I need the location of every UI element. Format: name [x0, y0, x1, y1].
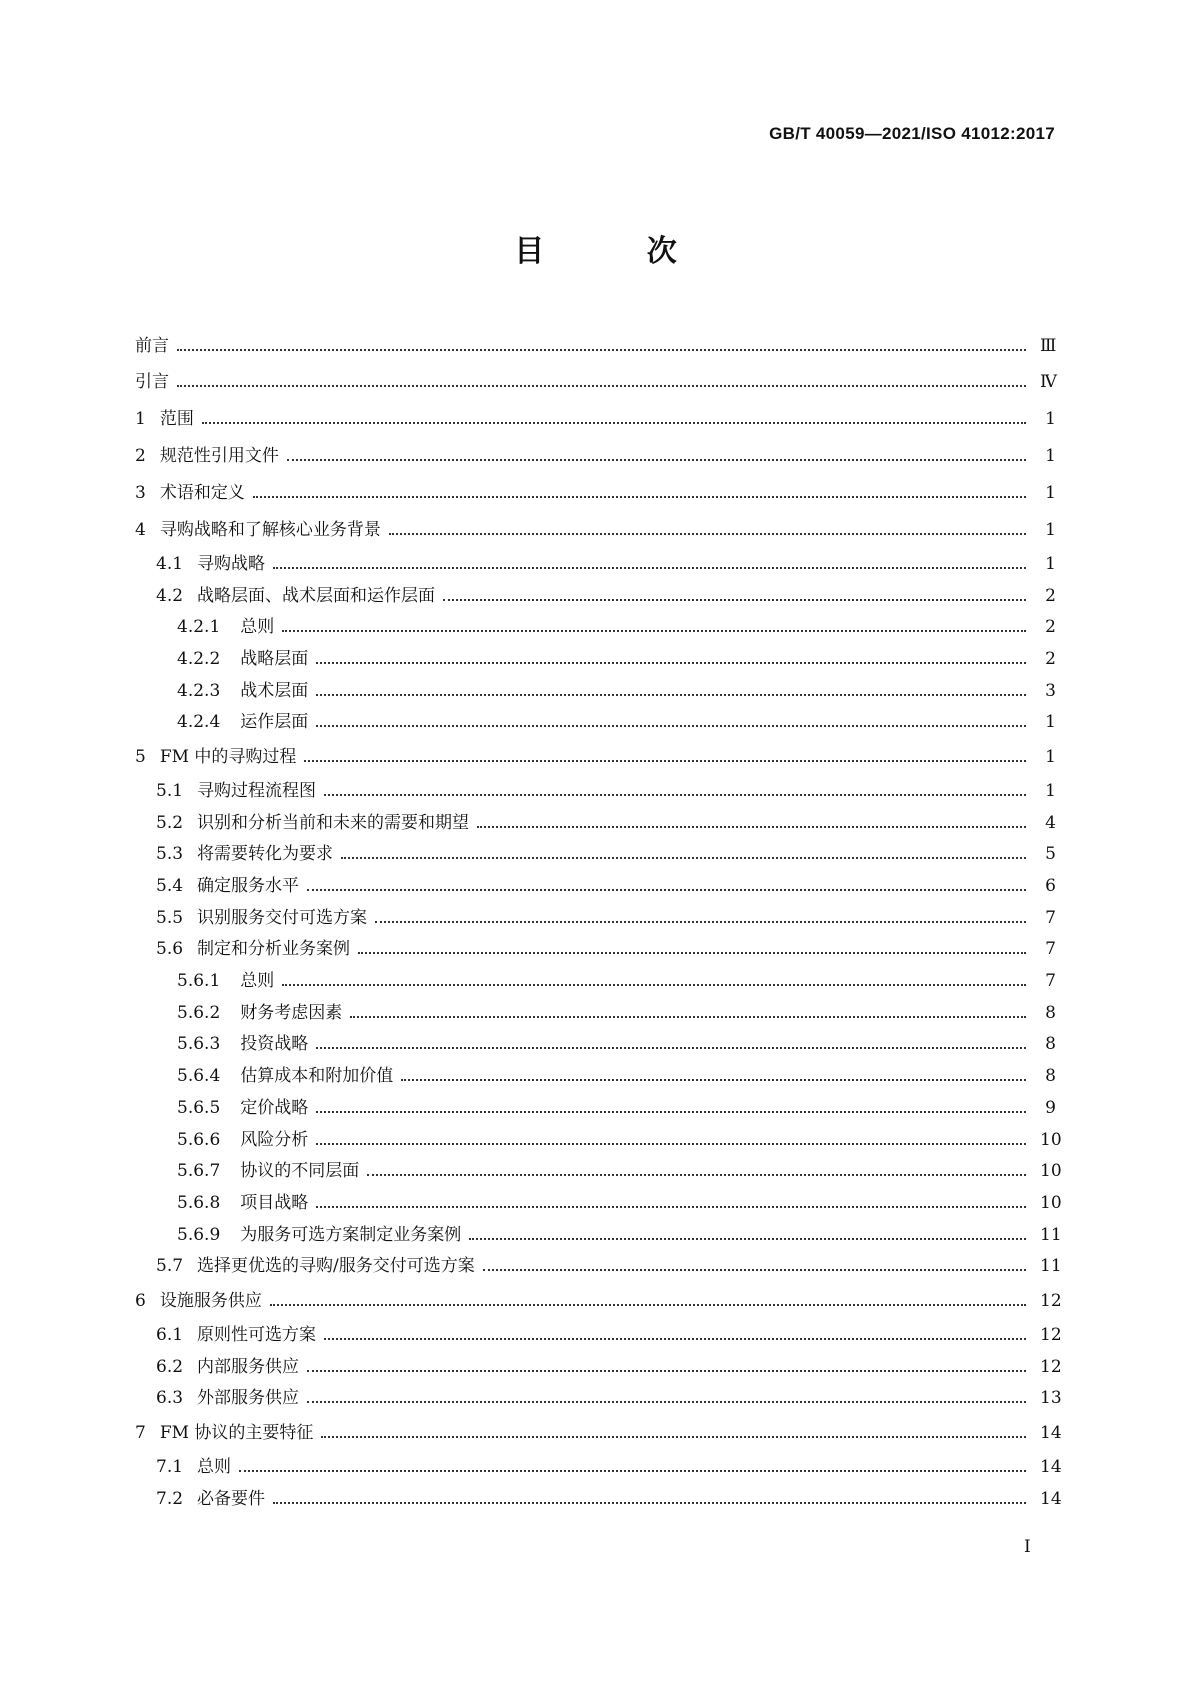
toc-entry-label [135, 446, 287, 466]
toc-entry-title: 定价战略 [240, 1097, 309, 1118]
toc-entry-label [135, 1066, 401, 1086]
toc-entry-number: 5.6.3 [177, 1034, 221, 1055]
toc-entry[interactable] [135, 611, 1056, 643]
toc-entry-title: FM 中的寻购过程 [159, 746, 297, 767]
toc-entry[interactable] [135, 1029, 1056, 1061]
toc-entry-title: 必备要件 [197, 1488, 266, 1509]
toc-entry[interactable] [135, 965, 1056, 997]
toc-entry-label [135, 649, 316, 669]
toc-entry-title: 制定和分析业务案例 [197, 939, 351, 960]
dot-leader [341, 837, 1026, 859]
toc-entry-page: 4 [1045, 812, 1056, 833]
toc-entry-label [135, 1034, 316, 1054]
toc-entry-number: 5.6.1 [177, 971, 221, 992]
toc-entry-number: 5.4 [156, 876, 184, 897]
toc-entry[interactable] [135, 934, 1056, 966]
toc-entry-label [135, 1291, 270, 1311]
toc-entry-page: 9 [1045, 1097, 1056, 1118]
toc-entry-page: 1 [1045, 746, 1056, 767]
toc-entry-page: 7 [1045, 939, 1056, 960]
toc-entry[interactable] [135, 1060, 1056, 1092]
toc-entry[interactable] [135, 1124, 1062, 1156]
dot-leader [477, 806, 1026, 828]
toc-entry-page: 12 [1040, 1356, 1062, 1377]
toc-entry-number: 7.2 [156, 1488, 184, 1509]
toc-entry-number: 6.2 [156, 1356, 184, 1377]
toc-entry-page: 1 [1045, 780, 1056, 801]
toc-entry-title: 范围 [159, 408, 194, 429]
dot-leader [324, 1318, 1026, 1340]
toc-entry-number: 6 [135, 1290, 146, 1311]
toc-entry-label [135, 908, 375, 928]
toc-entry-page: 1 [1045, 712, 1056, 733]
toc-entry-number: 6.3 [156, 1388, 184, 1409]
toc-entry-title: 设施服务供应 [159, 1290, 262, 1311]
toc-entry-page: 7 [1045, 971, 1056, 992]
toc-entry-number: 5.5 [156, 907, 184, 928]
toc-entry-page: 11 [1040, 1256, 1062, 1277]
toc-entry-title: 引言 [135, 371, 169, 392]
toc-entry-number: 5.7 [156, 1256, 184, 1277]
toc-entry-label [135, 1225, 469, 1245]
toc-entry-label [135, 844, 341, 864]
toc-entry-label [135, 372, 177, 392]
dot-leader [316, 1091, 1026, 1113]
dot-leader [316, 1186, 1026, 1208]
toc-entry-page: 2 [1045, 648, 1056, 669]
toc-entry-number: 1 [135, 408, 146, 429]
toc-entry[interactable] [135, 474, 1056, 511]
dot-leader [401, 1059, 1026, 1081]
toc-entry-number: 4.2.4 [177, 712, 221, 733]
dot-leader [321, 1416, 1026, 1438]
dot-leader [273, 1482, 1026, 1504]
dot-leader [177, 329, 1026, 351]
toc-entry[interactable] [135, 548, 1056, 580]
toc-entry-title: 外部服务供应 [197, 1388, 300, 1409]
dot-leader [307, 869, 1026, 891]
toc-entry[interactable] [135, 1187, 1062, 1219]
toc-entry-page: 11 [1040, 1224, 1062, 1245]
toc-entry-number: 5.6.9 [177, 1224, 221, 1245]
toc-entry-title: 识别和分析当前和未来的需要和期望 [197, 812, 470, 833]
toc-entry-title: 识别服务交付可选方案 [197, 907, 368, 928]
dot-leader [307, 1350, 1026, 1372]
toc-entry-number: 5.6.2 [177, 1002, 221, 1023]
toc-entry-label [135, 1325, 324, 1345]
standard-code: GB/T 40059—2021/ISO 41012:2017 [769, 124, 1055, 143]
page-number: I [1024, 1537, 1031, 1557]
toc-entry-label [135, 681, 316, 701]
toc-entry[interactable] [135, 1155, 1062, 1187]
toc-entry-title: 将需要转化为要求 [197, 844, 334, 865]
toc-entry-title: 选择更优选的寻购/服务交付可选方案 [197, 1256, 475, 1277]
toc-entry-title: FM 协议的主要特征 [159, 1422, 314, 1443]
toc-entry-number: 3 [135, 482, 146, 503]
toc-entry-number: 5.6.6 [177, 1129, 221, 1150]
toc-entry-number: 5.6.8 [177, 1192, 221, 1213]
toc-entry-title: 总则 [240, 971, 275, 992]
toc-entry-number: 4.2.2 [177, 648, 221, 669]
toc-entry[interactable] [135, 1219, 1062, 1251]
toc-entry-number: 5.3 [156, 844, 184, 865]
toc-entry-title: 战略层面、战术层面和运作层面 [197, 585, 436, 606]
toc-entry-number: 5.2 [156, 812, 184, 833]
toc-entry-page: 1 [1045, 408, 1056, 429]
toc-entry-label [135, 617, 282, 637]
toc-entry[interactable] [135, 1451, 1062, 1483]
toc-entry[interactable] [135, 329, 1056, 363]
dot-leader [273, 547, 1026, 569]
dot-leader [307, 1381, 1026, 1403]
dot-leader [177, 365, 1026, 387]
toc-entry[interactable] [135, 997, 1056, 1029]
toc-entry-page: 10 [1040, 1161, 1062, 1182]
toc-entry-label [135, 747, 304, 767]
toc-entry-number: 6.1 [156, 1324, 184, 1345]
dot-leader [202, 402, 1026, 424]
toc-entry-page: 2 [1045, 585, 1056, 606]
toc-entry-page: 14 [1040, 1457, 1062, 1478]
toc-entry-title: 术语和定义 [159, 482, 245, 503]
toc-entry[interactable] [135, 511, 1056, 548]
toc-entry-label [135, 520, 389, 540]
toc-entry-title: 战略层面 [240, 648, 309, 669]
toc-entry-title: 战术层面 [240, 680, 309, 701]
toc-entry-page: 2 [1045, 617, 1056, 638]
dot-leader [316, 1027, 1026, 1049]
toc-entry-title: 寻购战略和了解核心业务背景 [159, 519, 381, 540]
toc-entry-page: Ⅲ [1040, 336, 1057, 356]
toc-entry-page: 7 [1045, 907, 1056, 928]
toc-entry-title: 总则 [240, 617, 275, 638]
toc-entry-title: 总则 [197, 1457, 232, 1478]
dot-leader [389, 513, 1026, 535]
toc-entry-title: 寻购过程流程图 [197, 780, 317, 801]
toc-entry-page: 6 [1045, 876, 1056, 897]
toc-entry-label [135, 483, 253, 503]
toc-entry-page: 8 [1045, 1066, 1056, 1087]
toc-entry-page: 12 [1040, 1290, 1062, 1311]
toc-entry-number: 7.1 [156, 1457, 184, 1478]
toc-entry-label [135, 939, 358, 959]
dot-leader [239, 1450, 1026, 1472]
toc-entry[interactable] [135, 870, 1056, 902]
toc-entry[interactable] [135, 363, 1056, 400]
toc-entry-title: 寻购战略 [197, 553, 266, 574]
dot-leader [304, 740, 1026, 762]
toc-entry-page: Ⅳ [1040, 371, 1057, 392]
dot-leader [324, 774, 1026, 796]
toc-entry-title: 内部服务供应 [197, 1356, 300, 1377]
dot-leader [358, 932, 1026, 954]
toc-entry-label [135, 1003, 350, 1023]
toc-entry-label [135, 1098, 316, 1118]
dot-leader [282, 964, 1026, 986]
page-title: 目 次 [514, 234, 723, 269]
toc-entry-page: 3 [1045, 680, 1056, 701]
toc-entry[interactable] [135, 1414, 1062, 1451]
toc-entry[interactable] [135, 902, 1056, 934]
toc-entry[interactable] [135, 775, 1056, 807]
toc-entry[interactable] [135, 437, 1056, 474]
dot-leader [443, 579, 1026, 601]
toc-entry-label [135, 1130, 316, 1150]
toc-entry-page: 14 [1040, 1488, 1062, 1509]
toc-entry-page: 1 [1045, 553, 1056, 574]
toc-entry-label [135, 876, 307, 896]
toc-entry-number: 5.6.7 [177, 1161, 221, 1182]
toc-entry-number: 4.2.1 [177, 617, 221, 638]
dot-leader [316, 705, 1026, 727]
toc-entry-title: 项目战略 [240, 1192, 309, 1213]
toc-entry-number: 2 [135, 445, 146, 466]
toc-entry-number: 5.6.4 [177, 1066, 221, 1087]
toc-entry[interactable] [135, 1483, 1062, 1515]
toc-entry-title: 为服务可选方案制定业务案例 [240, 1224, 462, 1245]
toc-entry-number: 4.2 [156, 585, 184, 606]
toc-entry-label [135, 554, 273, 574]
toc-entry-number: 5.1 [156, 780, 184, 801]
toc-entry-label [135, 336, 177, 356]
toc-entry[interactable] [135, 1383, 1062, 1415]
toc-entry-number: 7 [135, 1422, 146, 1443]
toc-entry-label [135, 1423, 321, 1443]
toc-entry-number: 4.2.3 [177, 680, 221, 701]
toc-entry-page: 8 [1045, 1034, 1056, 1055]
toc-entry-page: 1 [1045, 519, 1056, 540]
dot-leader [287, 439, 1026, 461]
toc-entry-number: 5.6.5 [177, 1097, 221, 1118]
toc-entry-title: 协议的不同层面 [240, 1161, 360, 1182]
toc-entry[interactable] [135, 706, 1056, 738]
toc-entry-page: 13 [1040, 1388, 1062, 1409]
dot-leader [469, 1218, 1026, 1240]
toc-entry-label [135, 1357, 307, 1377]
toc-entry-title: 原则性可选方案 [197, 1324, 317, 1345]
toc-entry-title: 运作层面 [240, 712, 309, 733]
toc-entry[interactable] [135, 1319, 1062, 1351]
toc-entry-title: 投资战略 [240, 1034, 309, 1055]
dot-leader [316, 642, 1026, 664]
toc-entry-label [135, 586, 443, 606]
toc-entry[interactable] [135, 1250, 1062, 1282]
toc-entry-title: 财务考虑因素 [240, 1002, 343, 1023]
dot-leader [483, 1249, 1026, 1271]
dot-leader [253, 476, 1026, 498]
toc-entry-number: 5.6 [156, 939, 184, 960]
toc-entry-label [135, 409, 202, 429]
toc-entry[interactable] [135, 738, 1056, 775]
toc-entry[interactable] [135, 400, 1056, 437]
toc-entry[interactable] [135, 643, 1056, 675]
toc-entry-label [135, 1193, 316, 1213]
toc-entry-page: 1 [1045, 482, 1056, 503]
toc-entry[interactable] [135, 1351, 1062, 1383]
toc-entry-page: 14 [1040, 1422, 1062, 1443]
dot-leader [350, 996, 1026, 1018]
toc-entry-label [135, 1489, 273, 1509]
toc-entry-number: 4 [135, 519, 146, 540]
dot-leader [367, 1154, 1026, 1176]
table-of-contents [135, 329, 1062, 1515]
toc-entry-title: 风险分析 [240, 1129, 309, 1150]
toc-entry-label [135, 1161, 367, 1181]
toc-entry-title: 前言 [135, 336, 169, 356]
dot-leader [375, 901, 1026, 923]
toc-entry[interactable] [135, 1282, 1062, 1319]
dot-leader [282, 610, 1026, 632]
toc-entry-label [135, 712, 316, 732]
toc-entry-page: 5 [1045, 844, 1056, 865]
toc-entry-label [135, 1256, 483, 1276]
toc-entry-label [135, 1388, 307, 1408]
toc-entry-number: 5 [135, 746, 146, 767]
dot-leader [316, 674, 1026, 696]
toc-entry-number: 4.1 [156, 553, 184, 574]
toc-entry-label [135, 813, 477, 833]
toc-entry-title: 估算成本和附加价值 [240, 1066, 394, 1087]
toc-entry-page: 10 [1040, 1192, 1062, 1213]
toc-entry-title: 规范性引用文件 [159, 445, 279, 466]
toc-entry-page: 8 [1045, 1002, 1056, 1023]
toc-entry[interactable] [135, 675, 1056, 707]
toc-entry-label [135, 1457, 239, 1477]
toc-entry-title: 确定服务水平 [197, 876, 300, 897]
dot-leader [316, 1123, 1026, 1145]
toc-entry[interactable] [135, 1092, 1056, 1124]
toc-entry[interactable] [135, 839, 1056, 871]
toc-entry-label [135, 971, 282, 991]
toc-entry-page: 1 [1045, 445, 1056, 466]
dot-leader [270, 1284, 1026, 1306]
toc-entry-page: 12 [1040, 1324, 1062, 1345]
toc-entry-label [135, 781, 324, 801]
toc-entry-page: 10 [1040, 1129, 1062, 1150]
toc-entry[interactable] [135, 580, 1056, 612]
toc-entry[interactable] [135, 807, 1056, 839]
